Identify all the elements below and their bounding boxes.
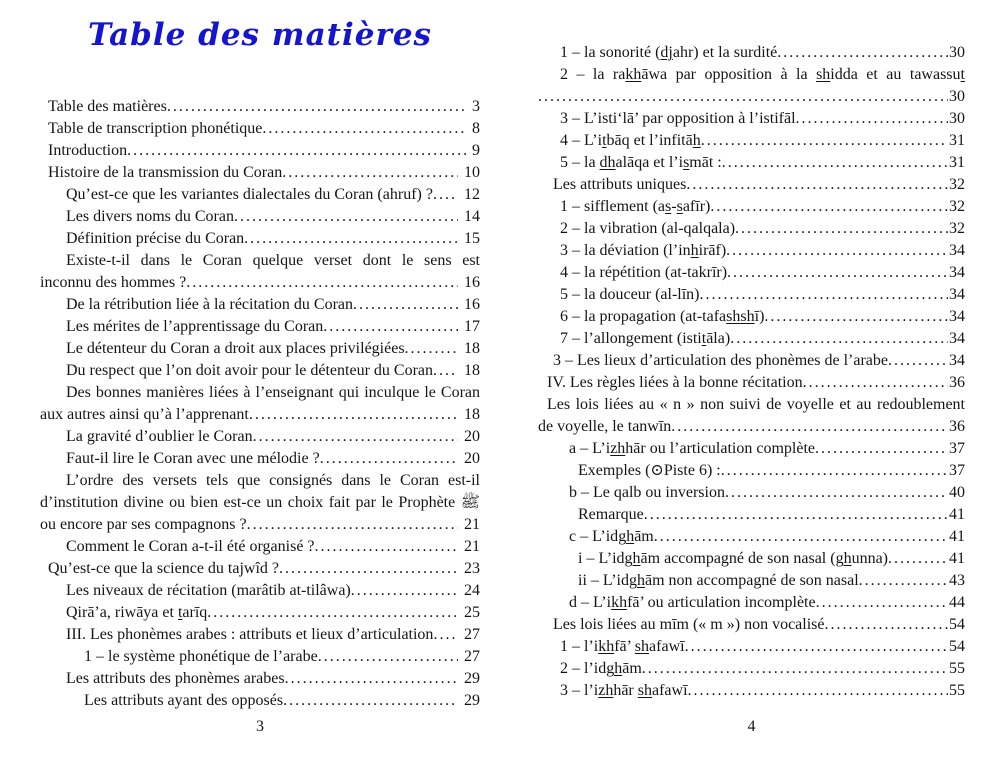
toc-entry-line	[40, 580, 480, 602]
toc-entry-text: 5 – la douceur (al-līn)	[560, 286, 700, 303]
toc-entry-text: Les niveaux de récitation (marâtib at-tilâwa)	[66, 582, 351, 599]
entry-page-number: 21	[464, 516, 480, 533]
toc-entry-text: ou encore par ses compagnons ?	[40, 516, 247, 533]
entry-page-number: 41	[949, 506, 965, 523]
dot-leader	[671, 416, 948, 438]
toc-entry-text: 2 – la vibration (al-qalqala)	[560, 220, 736, 237]
entry-page-number: 30	[949, 44, 965, 61]
toc-entry-line	[40, 624, 480, 646]
toc-entry-line	[538, 548, 965, 570]
toc-entry-line	[538, 152, 965, 174]
toc-entry-text: Exemples (⊙Piste 6) :	[578, 462, 721, 479]
toc-entry-text: Les divers noms du Coran	[66, 208, 234, 225]
toc-entry-line	[40, 536, 480, 558]
toc-entry-line	[538, 658, 965, 680]
toc-entry-line	[40, 162, 480, 184]
entry-page-number: 30	[949, 88, 965, 105]
entry-page-number: 8	[472, 120, 480, 137]
entry-page-number: 32	[949, 220, 965, 237]
toc-entry-text: Table des matières	[48, 98, 167, 115]
toc-entry-line	[538, 592, 965, 614]
entry-page-number: 31	[949, 132, 965, 149]
toc-entry-text: 5 – la dhalāqa et l’ismāt :	[560, 154, 722, 171]
toc-entry-text: ii – L’idghām non accompagné de son nasal	[578, 572, 859, 589]
dot-leader	[127, 140, 466, 162]
toc-entry	[40, 536, 480, 558]
toc-entry	[40, 140, 480, 162]
left-page	[40, 0, 480, 712]
entry-page-number: 36	[949, 418, 965, 435]
entry-page-number: 27	[464, 648, 480, 665]
entry-page-number: 18	[464, 340, 480, 357]
right-page	[538, 0, 965, 702]
entry-page-number: 21	[464, 538, 480, 555]
entry-page-number: 23	[464, 560, 480, 577]
toc-entry-line	[538, 108, 965, 130]
toc-entry-line	[40, 140, 480, 162]
toc-entry-text: 4 – la répétition (at-takrīr)	[560, 264, 728, 281]
toc-entry	[538, 328, 965, 350]
toc-entry	[40, 162, 480, 184]
toc-entry	[538, 262, 965, 284]
toc-entry-text: inconnu des hommes ?	[40, 274, 187, 291]
dot-leader	[816, 592, 948, 614]
entry-page-number: 20	[464, 450, 480, 467]
dot-leader	[433, 624, 458, 646]
dot-leader	[888, 548, 948, 570]
entry-page-number: 41	[949, 550, 965, 567]
toc-entry-text: 1 – sifflement (as-safīr)	[560, 198, 711, 215]
toc-entry	[538, 196, 965, 218]
entry-page-number: 18	[464, 362, 480, 379]
dot-leader	[825, 614, 949, 636]
toc-entry	[538, 570, 965, 592]
toc-entry-line	[40, 668, 480, 690]
entry-page-number: 34	[949, 330, 965, 347]
entry-page-number: 27	[464, 626, 480, 643]
entry-page-number: 17	[464, 318, 480, 335]
toc-entry	[538, 636, 965, 658]
dot-leader	[701, 130, 948, 152]
toc-entry-line	[538, 636, 965, 658]
toc-entry-line	[538, 284, 965, 306]
toc-entry	[40, 624, 480, 646]
toc-entry-line: Les lois liées au « n » non suivi de voyelle et au redoublement	[547, 396, 965, 413]
dot-leader	[353, 294, 458, 316]
toc-entry	[40, 96, 480, 118]
entry-page-number: 24	[464, 582, 480, 599]
toc-entry	[40, 184, 480, 206]
toc-entry	[538, 42, 965, 64]
toc-entry-text: IV. Les règles liées à la bonne récitation	[547, 374, 803, 391]
dot-leader	[722, 152, 948, 174]
toc-entry-line	[40, 294, 480, 316]
dot-leader	[730, 328, 948, 350]
toc-entry	[538, 108, 965, 130]
toc-entry-text: Les mérites de l’apprentissage du Coran	[66, 318, 324, 335]
entry-page-number: 34	[949, 308, 965, 325]
entry-page-number: 9	[472, 142, 480, 159]
toc-entry-text: De la rétribution liée à la récitation du Coran	[66, 296, 353, 313]
entry-page-number: 10	[464, 164, 480, 181]
toc-entry	[40, 602, 480, 624]
toc-entry	[40, 690, 480, 712]
toc-entry	[538, 504, 965, 526]
toc-entry	[538, 482, 965, 504]
toc-entry-text: Table de transcription phonétique	[48, 120, 263, 137]
dot-leader	[320, 448, 458, 470]
entry-page-number: 18	[464, 406, 480, 423]
entry-page-number: 34	[949, 242, 965, 259]
dot-leader	[351, 580, 458, 602]
toc-entry-line	[538, 42, 965, 64]
toc-entry-line	[538, 416, 965, 438]
toc-entry	[40, 426, 480, 448]
toc-entry-text: 3 – L’isti‘lā’ par opposition à l’istifāl	[560, 110, 796, 127]
dot-leader	[686, 174, 948, 196]
entry-page-number: 20	[464, 428, 480, 445]
toc-entry-text: La gravité d’oublier le Coran	[66, 428, 253, 445]
toc-entry-line: Existe-t-il dans le Coran quelque verset dont le sens est	[66, 252, 480, 269]
toc-entry-line	[40, 96, 480, 118]
toc-entry-text: Les attributs uniques	[553, 176, 687, 193]
entry-page-number: 34	[949, 264, 965, 281]
toc-entry	[538, 394, 965, 438]
dot-leader	[285, 668, 458, 690]
toc-entry-line	[40, 206, 480, 228]
toc-entry-line	[538, 240, 965, 262]
entry-page-number: 16	[464, 296, 480, 313]
dot-leader	[282, 162, 458, 184]
toc-entry-text: d – L’ikhfā’ ou articulation incomplète	[569, 594, 816, 611]
toc-entry	[538, 526, 965, 548]
dot-leader	[283, 690, 458, 712]
dot-leader	[726, 240, 948, 262]
toc-list-left	[40, 96, 480, 712]
entry-page-number: 54	[949, 616, 965, 633]
toc-entry-text: i – L’idghām accompagné de son nasal (ghunna)	[578, 550, 888, 567]
toc-entry-line	[538, 526, 965, 548]
toc-entry-text: Comment le Coran a-t-il été organisé ?	[66, 538, 315, 555]
entry-page-number: 55	[949, 682, 965, 699]
toc-entry-line	[538, 570, 965, 592]
toc-entry-line: d’institution divine ou bien est-ce un choix fait par le Prophète ﷺ	[40, 494, 480, 511]
toc-entry-text: Les lois liées au mīm (« m ») non vocalisé	[553, 616, 825, 633]
toc-entry-text: Les attributs ayant des opposés	[84, 692, 284, 709]
toc-entry-line	[538, 680, 965, 702]
toc-entry-text: a – L’izhhār ou l’articulation complète	[569, 440, 815, 457]
toc-entry-text: 7 – l’allongement (istitāla)	[560, 330, 731, 347]
toc-entry	[40, 228, 480, 250]
dot-leader	[186, 272, 458, 294]
left-page-number: 3	[256, 718, 264, 735]
dot-leader	[700, 284, 949, 306]
toc-entry-text: 1 – le système phonétique de l’arabe	[84, 648, 318, 665]
toc-entry	[538, 174, 965, 196]
toc-entry-line	[40, 272, 480, 294]
page-title: Table des matières	[87, 17, 432, 53]
toc-entry-line	[538, 350, 965, 372]
toc-entry-line	[40, 184, 480, 206]
dot-leader	[234, 206, 458, 228]
toc-entry-text: 1 – la sonorité (djahr) et la surdité	[560, 44, 778, 61]
toc-entry-text: Le détenteur du Coran a droit aux places privilégiées	[66, 340, 405, 357]
toc-entry	[40, 580, 480, 602]
toc-entry	[40, 646, 480, 668]
toc-entry	[40, 382, 480, 426]
dot-leader	[735, 218, 948, 240]
dot-leader	[642, 658, 948, 680]
toc-entry	[538, 306, 965, 328]
dot-leader	[247, 514, 458, 536]
dot-leader	[688, 680, 948, 702]
toc-entry-text: Remarque	[578, 506, 644, 523]
toc-entry-text: Introduction	[48, 142, 128, 159]
toc-entry	[538, 548, 965, 570]
toc-entry-line	[40, 404, 480, 426]
toc-entry-text: 2 – l’idghām	[560, 660, 642, 677]
dot-leader	[433, 184, 458, 206]
toc-entry	[538, 284, 965, 306]
dot-leader	[644, 504, 948, 526]
toc-entry-line	[538, 482, 965, 504]
dot-leader	[253, 426, 458, 448]
toc-entry-text: de voyelle, le tanwīn	[538, 418, 672, 435]
entry-page-number: 30	[949, 110, 965, 127]
toc-entry-text: 1 – l’ikhfā’ shafawī	[560, 638, 685, 655]
toc-entry	[538, 130, 965, 152]
toc-entry-text: c – L’idghām	[569, 528, 654, 545]
toc-entry-text: Qu’est-ce que la science du tajwîd ?	[48, 560, 280, 577]
dot-leader	[433, 360, 458, 382]
toc-entry	[538, 680, 965, 702]
toc-list-right	[538, 42, 965, 702]
toc-entry	[40, 448, 480, 470]
toc-entry-text: Qirā’a, riwāya et tarīq	[66, 604, 208, 621]
toc-entry	[40, 250, 480, 294]
toc-entry-line	[538, 130, 965, 152]
entry-page-number: 31	[949, 154, 965, 171]
entry-page-number: 43	[949, 572, 965, 589]
dot-leader	[207, 602, 458, 624]
toc-entry	[538, 350, 965, 372]
dot-leader	[764, 306, 948, 328]
toc-entry-line	[40, 118, 480, 140]
toc-entry-line	[40, 690, 480, 712]
dot-leader	[815, 438, 948, 460]
entry-page-number: 25	[464, 604, 480, 621]
entry-page-number: 14	[464, 208, 480, 225]
toc-entry-line	[40, 646, 480, 668]
dot-leader	[318, 646, 458, 668]
toc-entry-line	[538, 196, 965, 218]
toc-entry-text: 3 – Les lieux d’articulation des phonèmes de l’arabe	[553, 352, 888, 369]
toc-entry	[40, 558, 480, 580]
toc-entry-line	[538, 328, 965, 350]
dot-leader	[654, 526, 948, 548]
toc-entry	[40, 360, 480, 382]
entry-page-number: 34	[949, 286, 965, 303]
dot-leader	[777, 42, 948, 64]
entry-page-number: 37	[949, 440, 965, 457]
dot-leader	[167, 96, 466, 118]
entry-page-number: 36	[949, 374, 965, 391]
toc-entry	[40, 470, 480, 536]
dot-leader	[859, 570, 948, 592]
toc-entry-line: L’ordre des versets tels que consignés dans le Coran est-il	[66, 472, 480, 489]
toc-entry-line	[538, 218, 965, 240]
toc-entry-line	[40, 602, 480, 624]
toc-entry-line	[40, 338, 480, 360]
toc-entry-text: 3 – la déviation (l’inhirāf)	[560, 242, 727, 259]
entry-page-number: 32	[949, 176, 965, 193]
entry-page-number: 55	[949, 660, 965, 677]
dot-leader	[727, 262, 948, 284]
toc-entry-line	[40, 360, 480, 382]
toc-entry	[538, 460, 965, 482]
toc-entry-line	[538, 372, 965, 394]
toc-entry-text: Du respect que l’on doit avoir pour le détenteur du Coran	[66, 362, 433, 379]
toc-entry-text: aux autres ainsi qu’à l’apprenant	[40, 406, 249, 423]
toc-entry	[538, 372, 965, 394]
toc-entry-text: III. Les phonèmes arabes : attributs et lieux d’articulation	[66, 626, 434, 643]
toc-entry-line	[538, 86, 965, 108]
entry-page-number: 16	[464, 274, 480, 291]
toc-entry-text: b – Le qalb ou inversion	[569, 484, 725, 501]
toc-entry-text: 3 – l’izhhār shafawī	[560, 682, 688, 699]
toc-entry	[538, 614, 965, 636]
toc-entry	[538, 152, 965, 174]
toc-entry-text: 6 – la propagation (at-tafashshī)	[560, 308, 765, 325]
dot-leader	[244, 228, 458, 250]
toc-entry-text: Les attributs des phonèmes arabes	[66, 670, 285, 687]
toc-entry	[538, 240, 965, 262]
toc-entry-line	[40, 426, 480, 448]
toc-entry-line	[538, 504, 965, 526]
toc-entry-line: Des bonnes manières liées à l’enseignant qui inculque le Coran	[66, 384, 480, 401]
dot-leader	[315, 536, 458, 558]
dot-leader	[262, 118, 466, 140]
toc-entry-text: Définition précise du Coran	[66, 230, 245, 247]
entry-page-number: 3	[472, 98, 480, 115]
entry-page-number: 29	[464, 692, 480, 709]
dot-leader	[538, 86, 948, 108]
toc-entry-line	[538, 614, 965, 636]
toc-entry-line	[538, 262, 965, 284]
entry-page-number: 40	[949, 484, 965, 501]
dot-leader	[323, 316, 458, 338]
toc-entry	[538, 438, 965, 460]
toc-entry-line	[538, 438, 965, 460]
dot-leader	[796, 108, 948, 130]
toc-entry	[40, 338, 480, 360]
toc-entry-text: 4 – L’itbāq et l’infitāh	[560, 132, 701, 149]
right-page-number: 4	[747, 718, 756, 735]
toc-entry	[538, 592, 965, 614]
entry-page-number: 29	[464, 670, 480, 687]
dot-leader	[249, 404, 458, 426]
toc-entry-line	[40, 448, 480, 470]
entry-page-number: 34	[949, 352, 965, 369]
dot-leader	[685, 636, 948, 658]
dot-leader	[710, 196, 948, 218]
dot-leader	[725, 482, 948, 504]
toc-entry-line	[40, 316, 480, 338]
entry-page-number: 12	[464, 186, 480, 203]
toc-entry-text: Qu’est-ce que les variantes dialectales du Coran (ahruf) ?	[66, 186, 433, 203]
toc-entry	[40, 294, 480, 316]
toc-entry	[538, 658, 965, 680]
toc-entry-line: 2 – la rakhāwa par opposition à la shidda et au tawassut	[560, 66, 965, 83]
dot-leader	[279, 558, 458, 580]
entry-page-number: 54	[949, 638, 965, 655]
entry-page-number: 37	[949, 462, 965, 479]
dot-leader	[803, 372, 948, 394]
toc-entry-line	[40, 514, 480, 536]
toc-entry	[40, 668, 480, 690]
toc-entry	[538, 64, 965, 108]
toc-entry-line	[538, 174, 965, 196]
toc-entry	[40, 118, 480, 140]
dot-leader	[721, 460, 948, 482]
dot-leader	[405, 338, 458, 360]
toc-entry-line	[538, 460, 965, 482]
entry-page-number: 15	[464, 230, 480, 247]
toc-entry-line	[40, 558, 480, 580]
entry-page-number: 41	[949, 528, 965, 545]
toc-entry-line	[40, 228, 480, 250]
toc-entry-text: Histoire de la transmission du Coran	[48, 164, 283, 181]
toc-entry	[538, 218, 965, 240]
dot-leader	[888, 350, 948, 372]
entry-page-number: 32	[949, 198, 965, 215]
toc-entry	[40, 316, 480, 338]
toc-entry-line	[538, 306, 965, 328]
toc-entry	[40, 206, 480, 228]
toc-entry-text: Faut-il lire le Coran avec une mélodie ?	[66, 450, 320, 467]
entry-page-number: 44	[949, 594, 965, 611]
